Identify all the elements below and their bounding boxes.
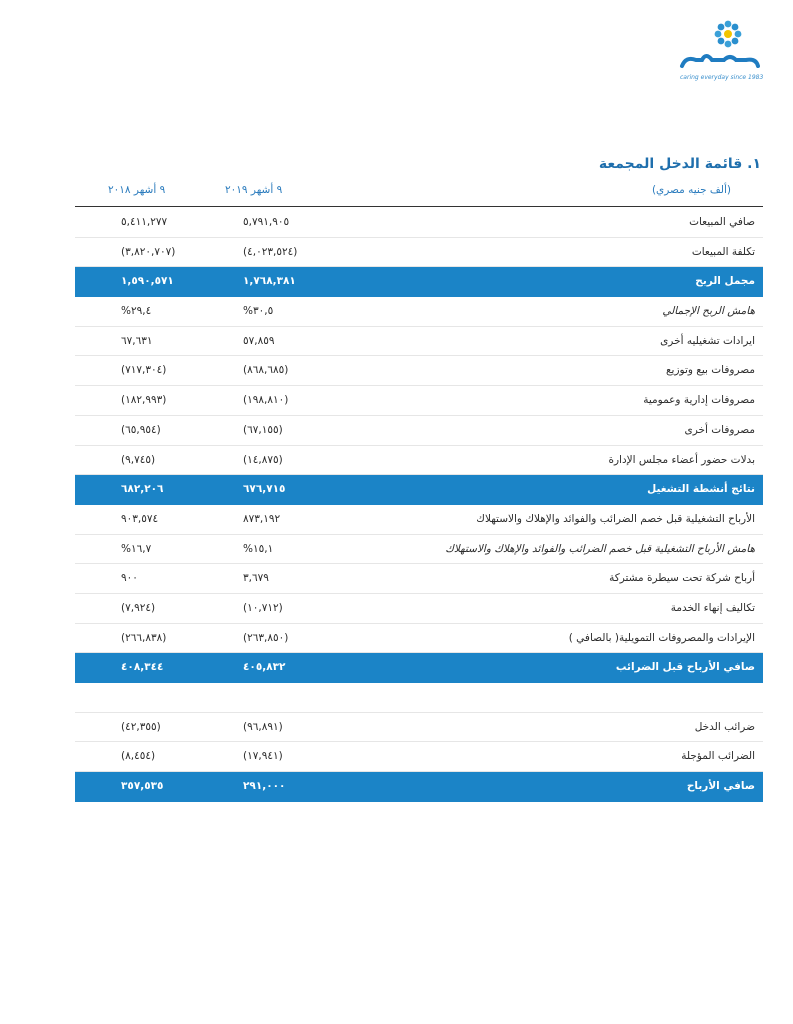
column-header-2018: ٩ أشهر ٢٠١٨: [108, 184, 166, 196]
value-2019: (٢٦٣,٨٥٠): [243, 631, 289, 644]
value-2018: (٦٥,٩٥٤): [121, 423, 161, 436]
value-2019: (١٠,٧١٢): [243, 601, 283, 614]
row-label: ايرادات تشغيليه أخرى: [660, 334, 755, 347]
value-2019: (١٧,٩٤١): [243, 750, 283, 763]
value-2019: ٢٩١,٠٠٠: [243, 780, 286, 793]
column-header-2019: ٩ أشهر ٢٠١٩: [225, 184, 283, 196]
table-spacer-row: [75, 683, 763, 713]
section-title: ١. قائمة الدخل المجمعة: [598, 156, 761, 172]
row-label: صافي المبيعات: [689, 216, 755, 228]
row-label: الأرباح التشغيلية قبل خصم الضرائب والفوائد والإهلاك والاستهلاك: [476, 512, 755, 525]
value-2018: ٦٨٢,٢٠٦: [121, 483, 164, 496]
value-2019: ١,٧٦٨,٣٨١: [243, 275, 296, 288]
company-logo: [672, 16, 768, 88]
row-label: الضرائب المؤجلة: [681, 750, 755, 763]
table-row-highlight: [75, 267, 763, 297]
table-row: [75, 386, 763, 416]
value-2018: ٩٠٣,٥٧٤: [121, 512, 159, 525]
row-label: صافي الأرباح قبل الضرائب: [615, 661, 755, 674]
table-row: [75, 238, 763, 268]
value-2019: (١٤,٨٧٥): [243, 453, 283, 466]
table-row: [75, 624, 763, 654]
value-2019: (٤,٠٢٣,٥٢٤): [243, 245, 298, 258]
value-2019: %١٥,١: [243, 542, 274, 555]
value-2018: ٤٠٨,٣٤٤: [121, 661, 164, 674]
value-2019: (٦٧,١٥٥): [243, 423, 283, 436]
logo-tagline: caring everyday since 1983: [680, 74, 764, 81]
table-row: [75, 535, 763, 565]
value-2018: ٩٠٠: [121, 572, 138, 585]
value-2019: (٩٦,٨٩١): [243, 720, 283, 733]
row-label: مصروفات أخرى: [684, 423, 755, 436]
table-row-highlight: [75, 772, 763, 802]
flower-icon: [715, 21, 742, 48]
value-2019: ٤٠٥,٨٣٢: [243, 661, 286, 674]
table-row-highlight: [75, 475, 763, 505]
row-label: تكلفة المبيعات: [691, 245, 755, 258]
value-2018: ٦٧,٦٣١: [121, 334, 153, 347]
value-2018: (٩,٧٤٥): [121, 453, 156, 466]
value-2018: (٧١٧,٣٠٤): [121, 364, 167, 377]
value-2018: (٤٢,٣٥٥): [121, 720, 161, 733]
value-2018: %٢٩,٤: [121, 305, 152, 318]
value-2018: (٨,٤٥٤): [121, 750, 156, 763]
row-label: تكاليف إنهاء الخدمة: [670, 601, 755, 614]
value-2019: %٣٠,٥: [243, 305, 274, 318]
value-2018: ٣٥٧,٥٣٥: [121, 780, 164, 793]
value-2018: ١,٥٩٠,٥٧١: [121, 275, 174, 288]
table-row: [75, 208, 763, 238]
row-label: مصروفات بيع وتوزيع: [665, 364, 755, 377]
table-row: [75, 297, 763, 327]
table-row: [75, 356, 763, 386]
value-2019: ٥,٧٩١,٩٠٥: [243, 216, 290, 228]
income-statement-table: [75, 208, 763, 802]
table-row: [75, 742, 763, 772]
value-2019: ٥٧,٨٥٩: [243, 334, 275, 347]
value-2018: (٣,٨٢٠,٧٠٧): [121, 245, 176, 258]
value-2019: ٣,٦٧٩: [243, 572, 269, 585]
value-2018: (٢٦٦,٨٣٨): [121, 631, 167, 644]
row-label: هامش الأرباح التشغيلية قبل خصم الضرائب والفوائد والإهلاك والاستهلاك: [445, 542, 755, 555]
table-row: [75, 564, 763, 594]
value-2019: (١٩٨,٨١٠): [243, 394, 289, 407]
row-label: مجمل الربح: [695, 275, 755, 288]
row-label: هامش الربح الإجمالي: [662, 305, 755, 318]
row-label: نتائج أنشطة التشغيل: [647, 483, 755, 496]
header-divider: [75, 206, 763, 207]
row-label: صافي الأرباح: [686, 780, 755, 793]
unit-label: (ألف جنيه مصري): [651, 184, 731, 196]
row-label: بدلات حضور أعضاء مجلس الإدارة: [608, 453, 755, 466]
table-row: [75, 416, 763, 446]
table-row: [75, 327, 763, 357]
value-2018: ٥,٤١١,٢٧٧: [121, 216, 168, 228]
value-2019: (٨٦٨,٦٨٥): [243, 364, 289, 377]
table-row: [75, 505, 763, 535]
table-row-highlight: [75, 653, 763, 683]
row-label: الإيرادات والمصروفات التمويلية( بالصافي ): [568, 631, 755, 644]
value-2019: ٨٧٣,١٩٢: [243, 512, 281, 525]
table-row: [75, 446, 763, 476]
row-label: ضرائب الدخل: [694, 720, 755, 733]
value-2018: %١٦,٧: [121, 542, 152, 555]
row-label: أرباح شركة تحت سيطرة مشتركة: [609, 572, 755, 585]
table-row: [75, 713, 763, 743]
value-2019: ٦٧٦,٧١٥: [243, 483, 286, 496]
row-label: مصروفات إدارية وعمومية: [643, 394, 755, 407]
value-2018: (١٨٢,٩٩٣): [121, 394, 167, 407]
table-row: [75, 594, 763, 624]
value-2018: (٧,٩٢٤): [121, 601, 156, 614]
